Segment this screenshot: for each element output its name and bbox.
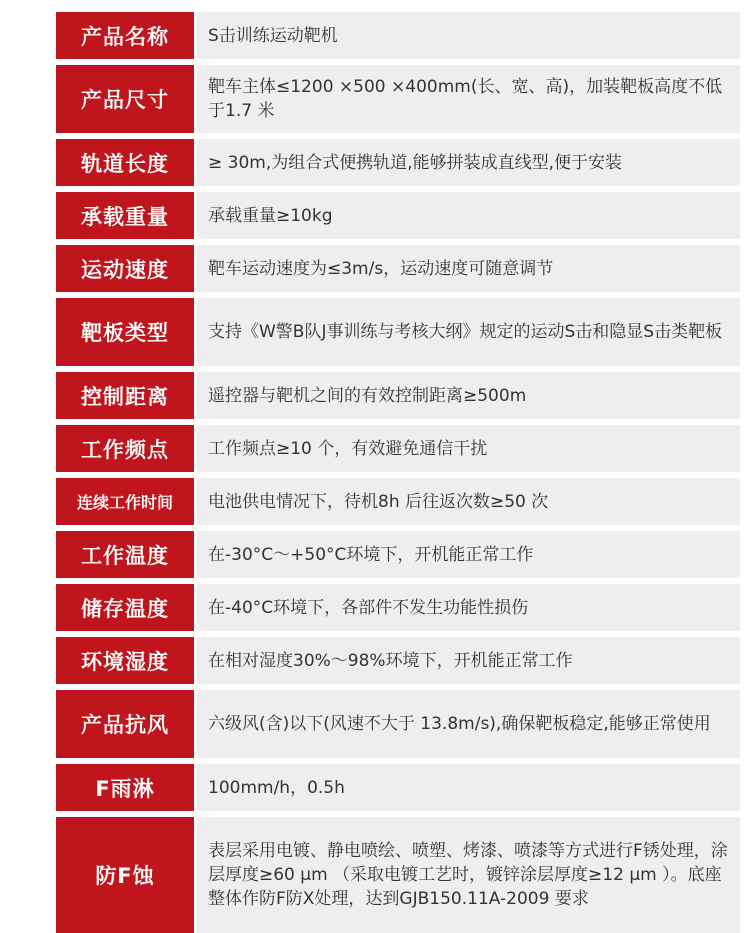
spec-value-text: 支持《W警B队J事训练与考核大纲》规定的运动S击和隐显S击类靶板 [208,322,723,342]
spec-label: 连续工作时间 [56,478,194,525]
spec-label: 运动速度 [56,245,194,292]
spec-label: 产品抗风 [56,690,194,758]
spec-value-text: 100mm/h，0.5h [208,777,345,798]
spec-table [56,12,740,933]
spec-row-speed [56,245,740,292]
spec-value-text: 表层采用电镀、静电喷绘、喷塑、烤漆、喷漆等方式进行F锈处理，涂层厚度≥60 μm （采取电镀工艺时，镀锌涂层厚度≥12 μm ）。底座整体作防F防X处理，达到GJB150.11A-2009 要求 [208,841,728,909]
spec-row-frequency [56,425,740,472]
spec-row-product-name [56,12,740,59]
spec-value [197,425,740,472]
spec-row-wind-resistance [56,690,740,758]
spec-label: 储存温度 [56,584,194,631]
spec-value-text: 遥控器与靶机之间的有效控制距离≥500m [208,385,527,406]
spec-row-storage-temperature [56,584,740,631]
spec-value-text: 在-40°C环境下，各部件不发生功能性损伤 [208,597,529,618]
spec-value-text: 六级风(含)以下(风速不大于 13.8m/s),确保靶板稳定,能够正常使用 [208,714,711,734]
spec-label: 工作频点 [56,425,194,472]
spec-row-rain [56,764,740,811]
spec-value [197,817,740,933]
spec-value [197,584,740,631]
spec-row-control-distance [56,372,740,419]
spec-row-load-weight [56,192,740,239]
spec-value [197,139,740,186]
spec-label: 产品尺寸 [56,65,194,133]
spec-value [197,65,740,133]
spec-value-text: 在-30°C～+50°C环境下，开机能正常工作 [208,544,534,565]
spec-value-text: S击训练运动靶机 [208,25,338,46]
spec-value [197,245,740,292]
spec-row-continuous-time [56,478,740,525]
spec-row-work-temperature [56,531,740,578]
spec-value [197,478,740,525]
spec-row-corrosion [56,817,740,933]
spec-value [197,192,740,239]
spec-value-text: ≥ 30m,为组合式便携轨道,能够拼装成直线型,便于安装 [208,152,623,173]
spec-label: 环境湿度 [56,637,194,684]
spec-value [197,298,740,366]
spec-value [197,372,740,419]
spec-value [197,764,740,811]
spec-value-text: 在相对湿度30%～98%环境下，开机能正常工作 [208,650,573,671]
spec-label: 防F蚀 [56,817,194,933]
spec-label: 产品名称 [56,12,194,59]
spec-label: F雨淋 [56,764,194,811]
spec-label: 靶板类型 [56,298,194,366]
spec-row-track-length [56,139,740,186]
spec-value-text: 靶车运动速度为≤3m/s，运动速度可随意调节 [208,258,554,279]
spec-value [197,637,740,684]
spec-value-text: 承载重量≥10kg [208,205,333,226]
spec-value-text: 靶车主体≤1200 ×500 ×400mm(长、宽、高)，加装靶板高度不低于1.7 米 [208,77,723,121]
spec-value [197,531,740,578]
spec-value-text: 电池供电情况下，待机8h 后往返次数≥50 次 [208,491,549,512]
spec-value [197,12,740,59]
spec-label: 轨道长度 [56,139,194,186]
spec-label: 承载重量 [56,192,194,239]
spec-label: 控制距离 [56,372,194,419]
spec-row-humidity [56,637,740,684]
spec-row-target-type [56,298,740,366]
spec-value [197,690,740,758]
spec-value-text: 工作频点≥10 个，有效避免通信干扰 [208,438,488,459]
spec-row-product-size [56,65,740,133]
spec-label: 工作温度 [56,531,194,578]
